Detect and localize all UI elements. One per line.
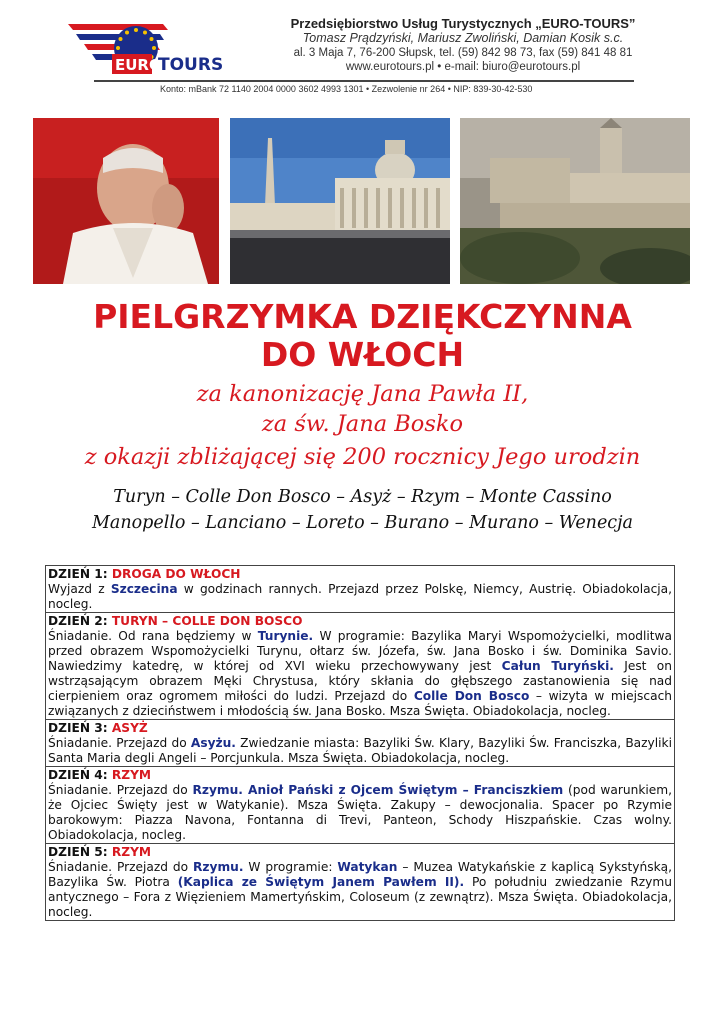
subtitle-line3: z okazji zbliżającej się 200 rocznicy Jego urodzin	[84, 444, 641, 470]
description-text: (pod warunkiem, że Ojciec Święty jest w Watykanie). Msza Święta. Zakupy – dewocjonalia. Spacer po Rzymie barokowym: Piazza Navona, Fontanna di Trevi, Panteon, Schody Hiszpańskie. Czas wolny. Obiadokolacja, nocleg.	[48, 783, 673, 842]
subtitle-line1: za kanonizację Jana Pawła II,	[196, 381, 529, 407]
eurotours-logo	[68, 18, 268, 80]
header-divider	[94, 80, 634, 82]
page-title-line1: PIELGRZYMKA DZIĘKCZYNNA	[93, 297, 632, 336]
description-text: W programie: Bazylika Maryi Wspomożycielki, modlitwa przed obrazem Wspomożycielki Turynu, ołtarz św. Józefa, św. Jana Bosko i św. Dominika Savio. Nawiedzimy katedrę, w której od XVI wieku przechowywany jest	[48, 629, 672, 673]
day-heading	[48, 768, 672, 783]
description-text: Po południu zwiedzanie Rzymu antycznego – Fora z Więzieniem Mamertyńskim, Coloseum (z zewnątrz). Msza Święta. Obiadokolacja, nocleg.	[48, 875, 672, 919]
day-heading	[48, 845, 672, 860]
day-description	[48, 582, 672, 612]
photo-pope-john-paul-ii	[33, 118, 219, 284]
day-description	[48, 736, 672, 766]
description-text: Jest on wstrząsającym obrazem Męki Chrystusa, który skłania do głębszego zastanowienia się nad cierpieniem oraz ogromem miłości do ludzi. Przejazd do	[48, 659, 672, 703]
company-contact	[274, 60, 652, 74]
day-heading	[48, 721, 672, 736]
photo-assisi	[460, 118, 690, 284]
description-text: Wyjazd z	[48, 582, 111, 596]
itinerary-day-4	[46, 767, 674, 844]
day-label: DZIEŃ 5:	[48, 845, 112, 859]
day-title: DROGA DO WŁOCH	[111, 567, 241, 581]
day-heading	[48, 567, 672, 582]
subtitle-line2: za św. Jana Bosko	[261, 411, 464, 437]
bullet-separator: •	[437, 61, 445, 73]
company-owners: Tomasz Prądzyński, Mariusz Zwoliński, Damian Kosik s.c.	[302, 31, 624, 45]
page-title-line2: DO WŁOCH	[260, 335, 465, 374]
route-line2: Manopello – Lanciano – Loreto – Burano – Murano – Wenecja	[92, 513, 633, 533]
company-name: Przedsiębiorstwo Usług Turystycznych „EURO-TOURS”	[290, 16, 636, 31]
day-title: ASYŻ	[111, 721, 148, 735]
company-info	[274, 16, 652, 74]
highlighted-place: Watykan	[337, 860, 398, 874]
description-text: – Muzea Watykańskie z kaplicą Sykstyńską, Bazylika Św. Piotra	[48, 860, 672, 889]
itinerary-day-3	[46, 720, 674, 767]
day-label: DZIEŃ 1:	[48, 567, 112, 581]
highlighted-place: Colle Don Bosco	[413, 689, 530, 703]
itinerary-day-2	[46, 613, 674, 720]
itinerary-day-1	[46, 566, 674, 613]
description-text: Śniadanie. Od rana będziemy w	[48, 629, 258, 643]
svg-text:EURO: EURO	[115, 56, 162, 74]
account-info: Konto: mBank 72 1140 2004 0000 3602 4993 1301 • Zezwolenie nr 264 • NIP: 839-30-42-530	[160, 84, 533, 94]
svg-text:TOURS: TOURS	[158, 55, 224, 75]
highlighted-place: Rzymu. Anioł Pański z Ojcem Świętym – Franciszkiem	[192, 783, 564, 797]
highlighted-place: Turynie.	[257, 629, 314, 643]
day-label: DZIEŃ 3:	[48, 721, 112, 735]
description-text: – wizyta w miejscach związanych z dzieciństwem i młodością św. Jana Bosko. Msza Święta. Obiadokolacja, nocleg.	[48, 689, 672, 718]
description-text: w godzinach rannych. Przejazd przez Polskę, Niemcy, Austrię. Obiadokolacja, nocleg.	[48, 582, 672, 611]
itinerary-table	[45, 565, 675, 921]
highlighted-place: Całun Turyński.	[501, 659, 614, 673]
day-heading	[48, 614, 672, 629]
day-label: DZIEŃ 2:	[48, 614, 112, 628]
description-text: Zwiedzanie miasta: Bazyliki Św. Klary, Bazyliki Św. Franciszka, Bazyliki Santa Maria degli Angeli – Porcjunkula. Msza Święta. Obiadokolacja, nocleg.	[48, 736, 672, 765]
highlighted-place: Asyżu.	[190, 736, 236, 750]
itinerary-day-5	[46, 844, 674, 920]
route-line1: Turyn – Colle Don Bosco – Asyż – Rzym – Monte Cassino	[113, 487, 612, 507]
email-link[interactable]: e-mail: biuro@eurotours.pl	[444, 61, 581, 73]
highlighted-place: Szczecina	[110, 582, 178, 596]
day-description	[48, 783, 672, 843]
photo-st-peters-square	[230, 118, 450, 284]
day-title: RZYM	[111, 768, 152, 782]
description-text: Śniadanie. Przejazd do	[48, 736, 191, 750]
day-label: DZIEŃ 4:	[48, 768, 112, 782]
website-link[interactable]: www.eurotours.pl	[345, 61, 435, 73]
description-text: Śniadanie. Przejazd do	[48, 860, 194, 874]
day-description	[48, 629, 672, 719]
day-title: RZYM	[111, 845, 152, 859]
description-text: Śniadanie. Przejazd do	[48, 783, 193, 797]
company-address: al. 3 Maja 7, 76-200 Słupsk, tel. (59) 842 98 73, fax (59) 841 48 81	[293, 47, 633, 59]
highlighted-place: Rzymu.	[193, 860, 244, 874]
day-title: TURYN – COLLE DON BOSCO	[111, 614, 303, 628]
highlighted-place: (Kaplica ze Świętym Janem Pawłem II).	[177, 875, 465, 889]
day-description	[48, 860, 672, 920]
description-text: W programie:	[243, 860, 338, 874]
